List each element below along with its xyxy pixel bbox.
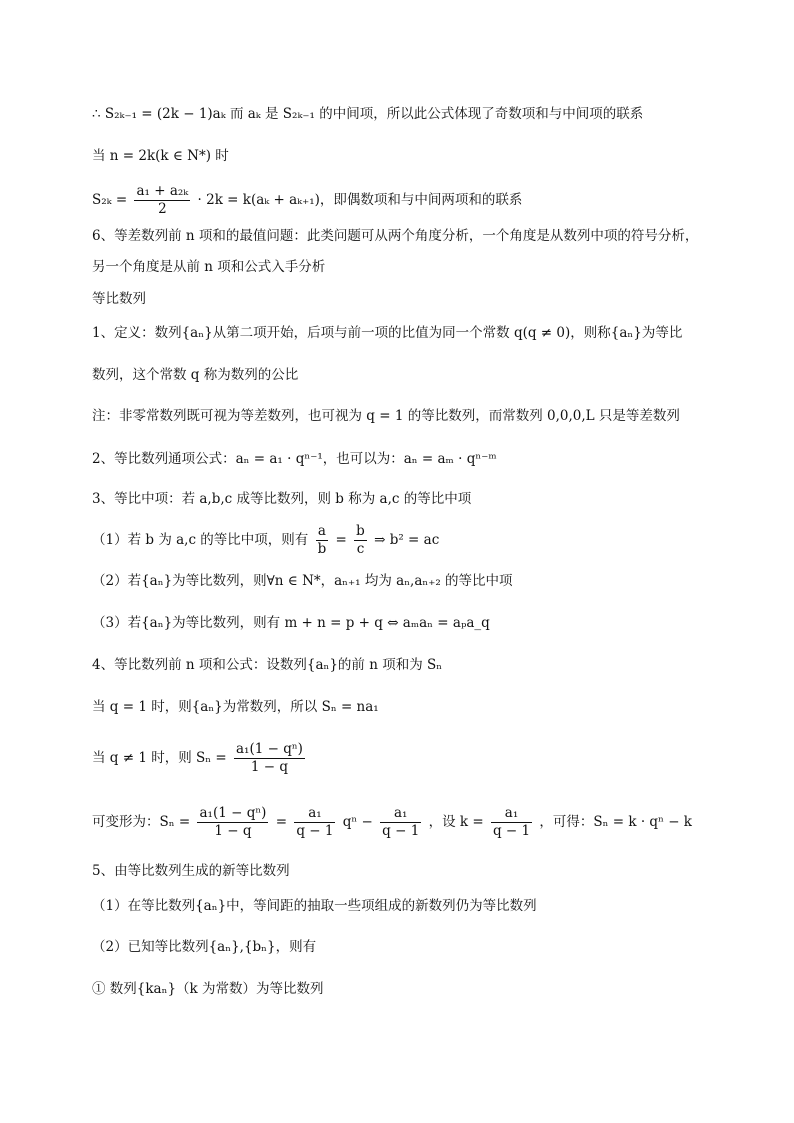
line-text: （2）已知等比数列{aₙ},{bₙ}，则有: [92, 939, 317, 955]
text-line: [92, 257, 325, 277]
line-text: （1）在等比数列{aₙ}中，等间距的抽取一些项组成的新数列仍为等比数列: [92, 898, 537, 914]
section-heading: [92, 289, 146, 309]
fraction-denominator: q − 1: [382, 823, 420, 839]
fraction-denominator: b: [317, 541, 327, 557]
line-text: ① 数列{kaₙ}（k 为常数）为等比数列: [92, 981, 324, 997]
text-line: [92, 365, 298, 385]
fraction-numerator: a₁(1 − qⁿ): [235, 741, 303, 757]
formula-line: [92, 180, 522, 220]
text-line: [92, 104, 643, 124]
formula-suffix: ，可得：Sₙ = k · qⁿ − k: [539, 814, 692, 830]
formula-prefix: （1）若 b 为 a,c 的等比中项，则有: [92, 532, 313, 548]
fraction-denominator: c: [356, 541, 365, 557]
line-text: 3、等比中项：若 a,b,c 成等比数列，则 b 称为 a,c 的等比中项: [92, 491, 472, 507]
fraction-numerator: a₁: [380, 805, 421, 823]
text-line: [92, 896, 537, 916]
text-line: [92, 979, 324, 999]
text-line: [92, 449, 497, 469]
formula-prefix: 当 q ≠ 1 时，则 Sₙ =: [92, 750, 231, 766]
formula-middle: ，设 k =: [428, 814, 488, 830]
line-text: 5、由等比数列生成的新等比数列: [92, 863, 290, 879]
fraction: [380, 805, 421, 840]
text-line: [92, 489, 471, 509]
line-text: 4、等比数列前 n 项和公式：设数列{aₙ}的前 n 项和为 Sₙ: [92, 657, 443, 673]
line-text: （3）若{aₙ}为等比数列，则有 m + n = p + q ⇔ aₘaₙ = aₚa_q: [92, 615, 490, 631]
fraction: [197, 805, 268, 840]
line-text: 1、定义：数列{aₙ}从第二项开始，后项与前一项的比值为同一个常数 q(q ≠ 0)，则称{aₙ}为等比: [92, 325, 683, 341]
fraction-numerator: b: [356, 523, 365, 539]
line-text: 2、等比数列通项公式：aₙ = a₁ · qⁿ⁻¹，也可以为：aₙ = aₘ · qⁿ⁻ᵐ: [92, 451, 497, 467]
fraction-denominator: 1 − q: [214, 823, 252, 839]
line-text: 数列，这个常数 q 称为数列的公比: [92, 367, 299, 383]
line-text: 等比数列: [92, 291, 146, 307]
fraction-denominator: q − 1: [296, 823, 334, 839]
formula-line: [92, 738, 308, 778]
fraction-denominator: 1 − q: [250, 759, 289, 775]
text-line: [92, 655, 442, 675]
line-text: 6、等差数列前 n 项和的最值问题：此类问题可从两个角度分析，一个角度是从数列中项的符号分析，: [92, 228, 699, 244]
line-text: 当 q = 1 时，则{aₙ}为常数列，所以 Sₙ = na₁: [92, 699, 379, 715]
formula-suffix: ⇒ b² = ac: [374, 532, 440, 548]
line-text: （2）若{aₙ}为等比数列，则∀n ∈ N*，aₙ₊₁ 均为 aₙ,aₙ₊₂ 的等比中项: [92, 573, 513, 589]
fraction: [491, 805, 532, 840]
equals-sign: =: [335, 532, 352, 548]
fraction: [294, 805, 335, 840]
equals-sign: =: [275, 814, 292, 830]
text-line: [92, 226, 698, 246]
line-text: 当 n = 2k(k ∈ N*) 时: [92, 148, 229, 164]
text-line: [92, 146, 229, 166]
fraction: [234, 741, 305, 776]
formula-prefix: S₂ₖ =: [92, 192, 132, 208]
line-text: 注：非零常数列既可视为等差数列，也可视为 q = 1 的等比数列，而常数列 0,0,0,L 只是等差数列: [92, 408, 680, 424]
fraction-denominator: q − 1: [492, 823, 531, 839]
fraction-numerator: a: [316, 523, 329, 541]
formula-prefix: 可变形为：Sₙ =: [92, 814, 195, 830]
text-line: [92, 571, 513, 591]
fraction-numerator: a₁: [491, 805, 532, 823]
fraction: [134, 183, 190, 218]
formula-suffix: · 2k = k(aₖ + aₖ₊₁)，即偶数项和与中间两项和的联系: [197, 192, 523, 208]
formula-line: [92, 520, 439, 560]
fraction: [354, 523, 367, 558]
fraction-numerator: a₁(1 − qⁿ): [199, 805, 267, 821]
text-line: [92, 406, 680, 426]
fraction: [316, 523, 329, 558]
formula-middle: qⁿ −: [342, 814, 378, 830]
formula-line: [92, 802, 692, 842]
fraction-numerator: a₁ + a₂ₖ: [136, 183, 189, 199]
fraction-numerator: a₁: [294, 805, 335, 823]
text-line: [92, 861, 290, 881]
text-line: [92, 323, 682, 343]
text-line: [92, 937, 316, 957]
text-line: [92, 697, 379, 717]
line-text: ∴ S₂ₖ₋₁ = (2k − 1)aₖ 而 aₖ 是 S₂ₖ₋₁ 的中间项，所以此公式体现了奇数项和与中间项的联系: [92, 106, 644, 122]
fraction-denominator: 2: [158, 201, 167, 217]
text-line: [92, 613, 490, 633]
line-text: 另一个角度是从前 n 项和公式入手分析: [92, 259, 326, 275]
